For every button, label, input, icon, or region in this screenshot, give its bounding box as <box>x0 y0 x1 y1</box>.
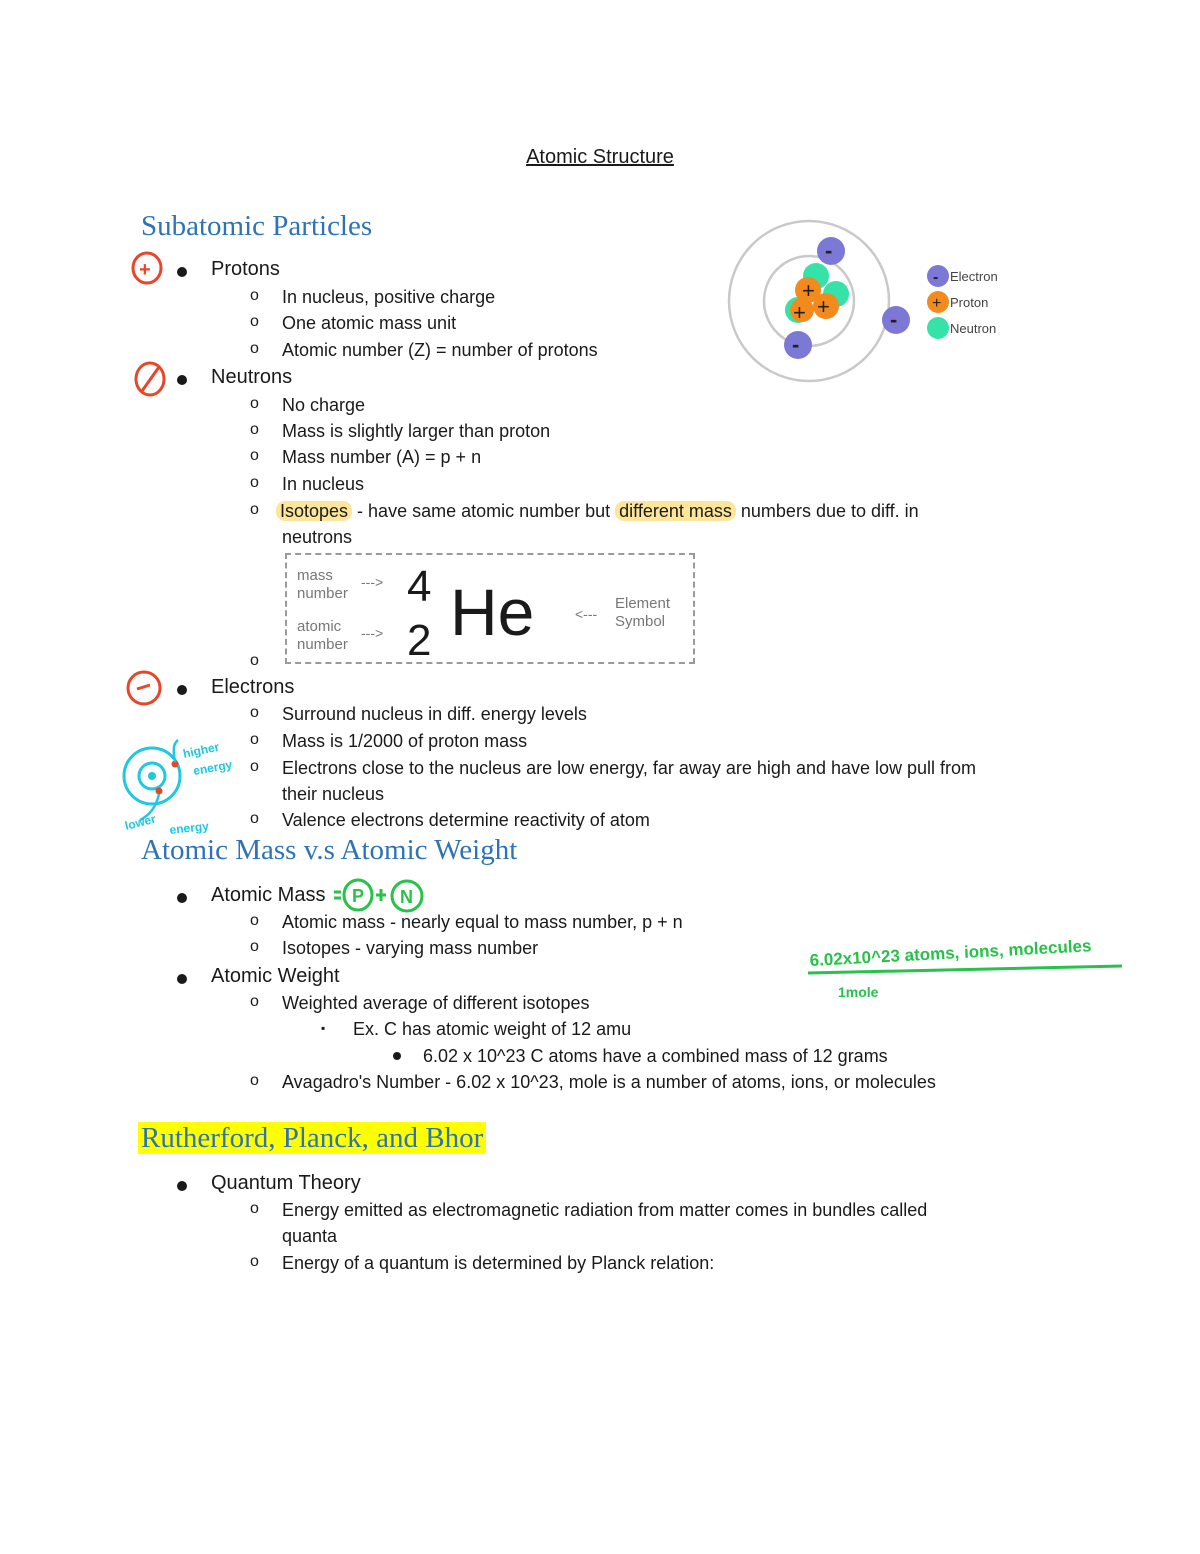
list-item: o Avagadro's Number - 6.02 x 10^23, mole is a number of atoms, ions, or molecules <box>250 1072 936 1092</box>
list-item-continued: their nucleus <box>282 784 385 804</box>
list-item: o Atomic number (Z) = number of protons <box>250 340 598 360</box>
svg-text:+: + <box>139 259 151 281</box>
n-letter: N <box>400 887 413 907</box>
element-symbol: He <box>450 575 535 649</box>
list-item: o No charge <box>250 395 366 415</box>
bullet-neutrons <box>211 366 292 389</box>
mass-number-label: mass number <box>297 567 348 602</box>
list-item: o Electrons close to the nucleus are low energy, far away are high and have low pull from <box>250 758 977 778</box>
handwritten-minus-mark <box>124 669 164 707</box>
bullet-dot <box>177 893 187 903</box>
p-letter: P <box>352 886 365 906</box>
list-item: o Mass number (A) = p + n <box>250 447 482 467</box>
element-arrow: <--- <box>575 606 598 622</box>
mass-arrow: ---> <box>361 574 384 590</box>
list-item: 6.02 x 10^23 C atoms have a combined mass of 12 grams <box>423 1046 888 1067</box>
proton-sign: + <box>793 300 806 325</box>
list-item: o Energy emitted as electromagnetic radiation from matter comes in bundles called <box>250 1200 928 1220</box>
proton-sign: + <box>802 278 815 303</box>
mass-number-value: 4 <box>407 562 432 611</box>
heading-mass-weight: Atomic Mass v.s Atomic Weight <box>141 834 518 866</box>
list-item: ▪ Ex. C has atomic weight of 12 amu <box>321 1019 632 1039</box>
list-item: o In nucleus, positive charge <box>250 287 496 307</box>
different-mass-highlight: different mass <box>615 501 736 521</box>
isotopes-highlight: Isotopes <box>276 501 352 521</box>
element-symbol-label: Element Symbol <box>615 595 671 630</box>
empty-item-marker: o <box>250 652 259 669</box>
heading-subatomic: Subatomic Particles <box>141 210 373 242</box>
proton-sign: + <box>817 294 830 319</box>
higher-label: higher <box>181 739 221 761</box>
bullet-electrons <box>211 676 294 699</box>
list-item: o Valence electrons determine reactivity of atom <box>250 810 650 830</box>
list-item: o Surround nucleus in diff. energy levels <box>250 704 587 724</box>
list-item: o In nucleus <box>250 474 365 494</box>
bullet-quantum-theory <box>211 1172 361 1195</box>
svg-text:-: - <box>933 269 939 286</box>
atomic-number-value: 2 <box>407 616 432 664</box>
electron-sign: - <box>792 332 800 357</box>
bullet-dot <box>177 974 187 984</box>
atomic-number-label: atomic number <box>297 618 348 653</box>
legend-neutron: Neutron <box>950 321 997 336</box>
page-title: Atomic Structure <box>526 146 674 168</box>
bullet-protons <box>211 258 280 281</box>
heading-rutherford: Rutherford, Planck, and Bhor <box>138 1122 486 1155</box>
mole-note: 1mole <box>838 984 879 1000</box>
electron-sign: - <box>825 238 833 263</box>
bullet-dot <box>177 685 187 695</box>
handwritten-plus-mark <box>130 250 164 286</box>
atomic-arrow: ---> <box>361 625 384 641</box>
isotopes-item: o Isotopes - have same atomic number but different mass numbers due to diff. in <box>250 501 919 521</box>
bullet-dot <box>177 267 187 277</box>
legend-proton: Proton <box>950 295 989 310</box>
list-item: o Isotopes - varying mass number <box>250 938 539 958</box>
list-item: o Mass is 1/2000 of proton mass <box>250 731 528 751</box>
bullet-dot <box>177 1181 187 1191</box>
legend-electron: Electron <box>950 269 998 284</box>
avogadro-handwritten-note <box>800 935 1130 1005</box>
legend-neutron-dot <box>927 317 949 339</box>
energy-level-doodle <box>118 736 243 838</box>
avogadro-note: 6.02x10^23 atoms, ions, molecules <box>809 936 1092 970</box>
atomic-weight-label: Atomic Weight <box>211 965 340 987</box>
list-item: o Mass is slightly larger than proton <box>250 421 551 441</box>
svg-text:+: + <box>932 295 942 312</box>
bullet-dot <box>177 375 187 385</box>
lower-label: lower <box>123 811 158 833</box>
list-item: o Weighted average of different isotopes <box>250 993 590 1013</box>
he-notation-diagram <box>285 553 695 664</box>
electron-sign: - <box>890 307 898 332</box>
p-plus-n-doodle <box>332 876 432 916</box>
list-item: o Energy of a quantum is determined by Planck relation: <box>250 1253 715 1273</box>
list-item: o Atomic mass - nearly equal to mass number, p + n <box>250 912 683 932</box>
list-item-continued: neutrons <box>282 527 353 547</box>
electrons-label: Electrons <box>211 676 295 698</box>
protons-label: Protons <box>211 258 280 280</box>
quantum-theory-label: Quantum Theory <box>211 1172 361 1194</box>
neutrons-label: Neutrons <box>211 366 293 388</box>
list-item: o One atomic mass unit <box>250 313 457 333</box>
handwritten-zero-mark <box>133 360 167 398</box>
atom-diagram <box>724 218 1014 390</box>
list-item-continued: quanta <box>282 1226 338 1246</box>
bullet-atomic-weight <box>211 965 340 988</box>
atomic-mass-label: Atomic Mass <box>211 884 326 906</box>
energy-bottom-label: energy <box>168 818 210 837</box>
bullet-atomic-mass <box>211 884 325 907</box>
energy-top-label: energy <box>192 757 234 778</box>
